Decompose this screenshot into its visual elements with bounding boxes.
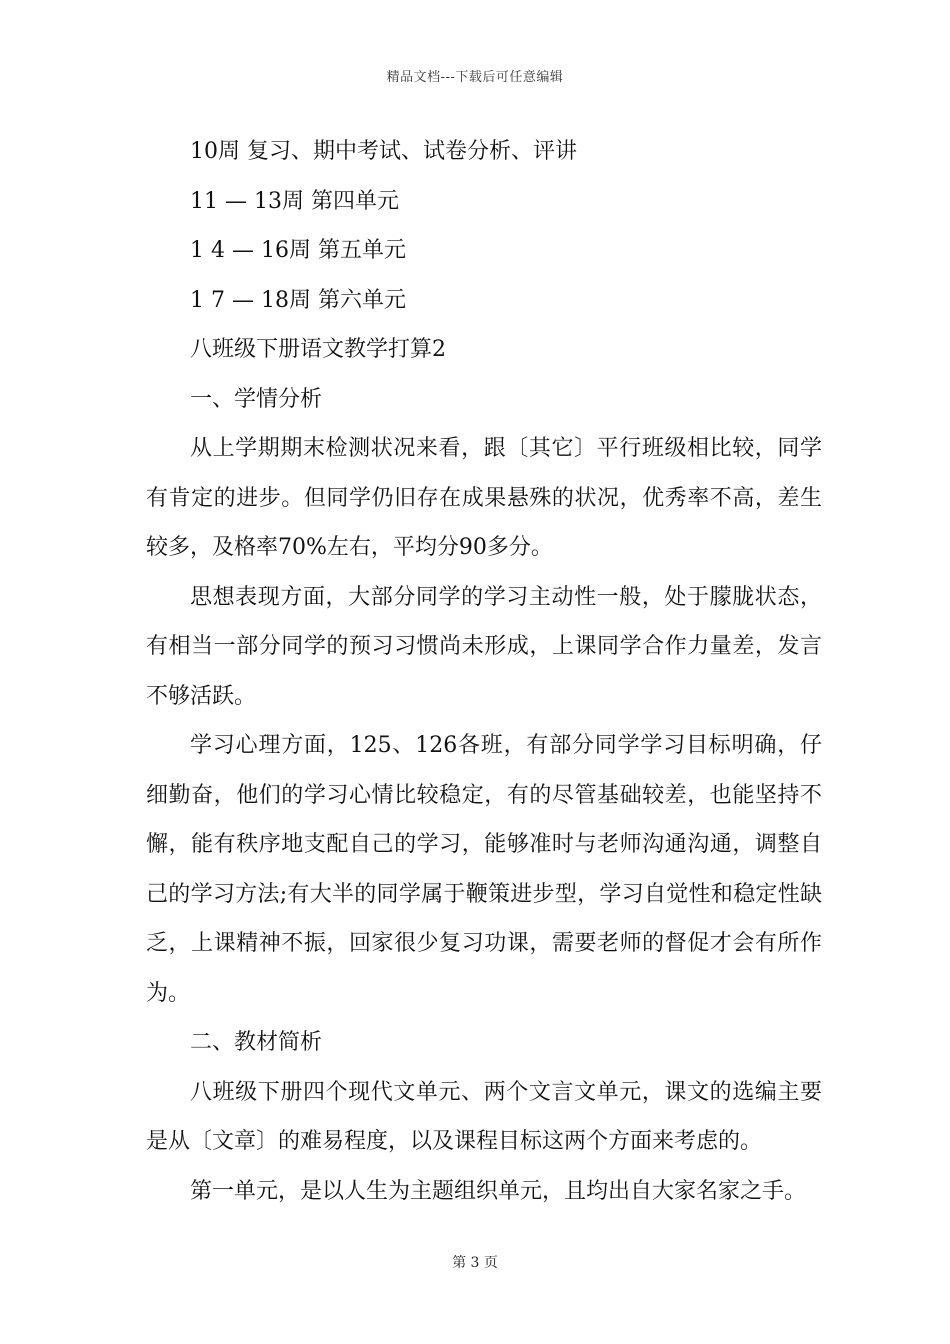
paragraph-learning-psychology: 学习心理方面，125、126各班，有部分同学学习目标明确，仔细勤奋，他们的学习心情比较稳定，有的尽管基础较差，也能坚持不懈，能有秩序地支配自己的学习，能够准时与老师沟通沟通，调整自己的学习方法;有大半的同学属于鞭策进步型，学习自觉性和稳定性缺乏，上课精神不振，回家很少复习功课，需要老师的督促才会有所作为。 xyxy=(146,733,822,1006)
schedule-line-week14-16: 1 4 — 16周 第五单元 xyxy=(190,238,406,263)
section-heading-student-analysis: 一、学情分析 xyxy=(190,386,323,412)
schedule-line-week17-18: 1 7 — 18周 第六单元 xyxy=(190,287,406,313)
section-heading-textbook-analysis: 二、教材简析 xyxy=(190,1030,323,1055)
page-number: 第 3 页 xyxy=(452,1255,498,1271)
paragraph-exam-results: 从上学期期末检测状况来看，跟〔其它〕平行班级相比较，同学有肯定的进步。但同学仍旧存在成果悬殊的状况，优秀率不高，差生较多，及格率70%左右，平均分90多分。 xyxy=(146,436,822,560)
paragraph-unit-one: 第一单元，是以人生为主题组织单元，且均出自大家名家之手。 xyxy=(190,1178,807,1204)
schedule-line-week11-13: 11 — 13周 第四单元 xyxy=(190,188,399,214)
document-body xyxy=(146,127,822,1216)
schedule-line-week10: 10周 复习、期中考试、试卷分析、评讲 xyxy=(190,139,577,164)
plan-title: 八班级下册语文教学打算2 xyxy=(190,337,446,362)
paragraph-attitude: 思想表现方面，大部分同学的学习主动性一般，处于朦胧状态，有相当一部分同学的预习习惯尚未形成，上课同学合作力量差，发言不够活跃。 xyxy=(146,584,822,709)
paragraph-textbook-overview: 八班级下册四个现代文单元、两个文言文单元，课文的选编主要是从〔文章〕的难易程度，以及课程目标这两个方面来考虑的。 xyxy=(146,1079,822,1154)
page-header: 精品文档---下载后可任意编辑 xyxy=(386,70,564,85)
